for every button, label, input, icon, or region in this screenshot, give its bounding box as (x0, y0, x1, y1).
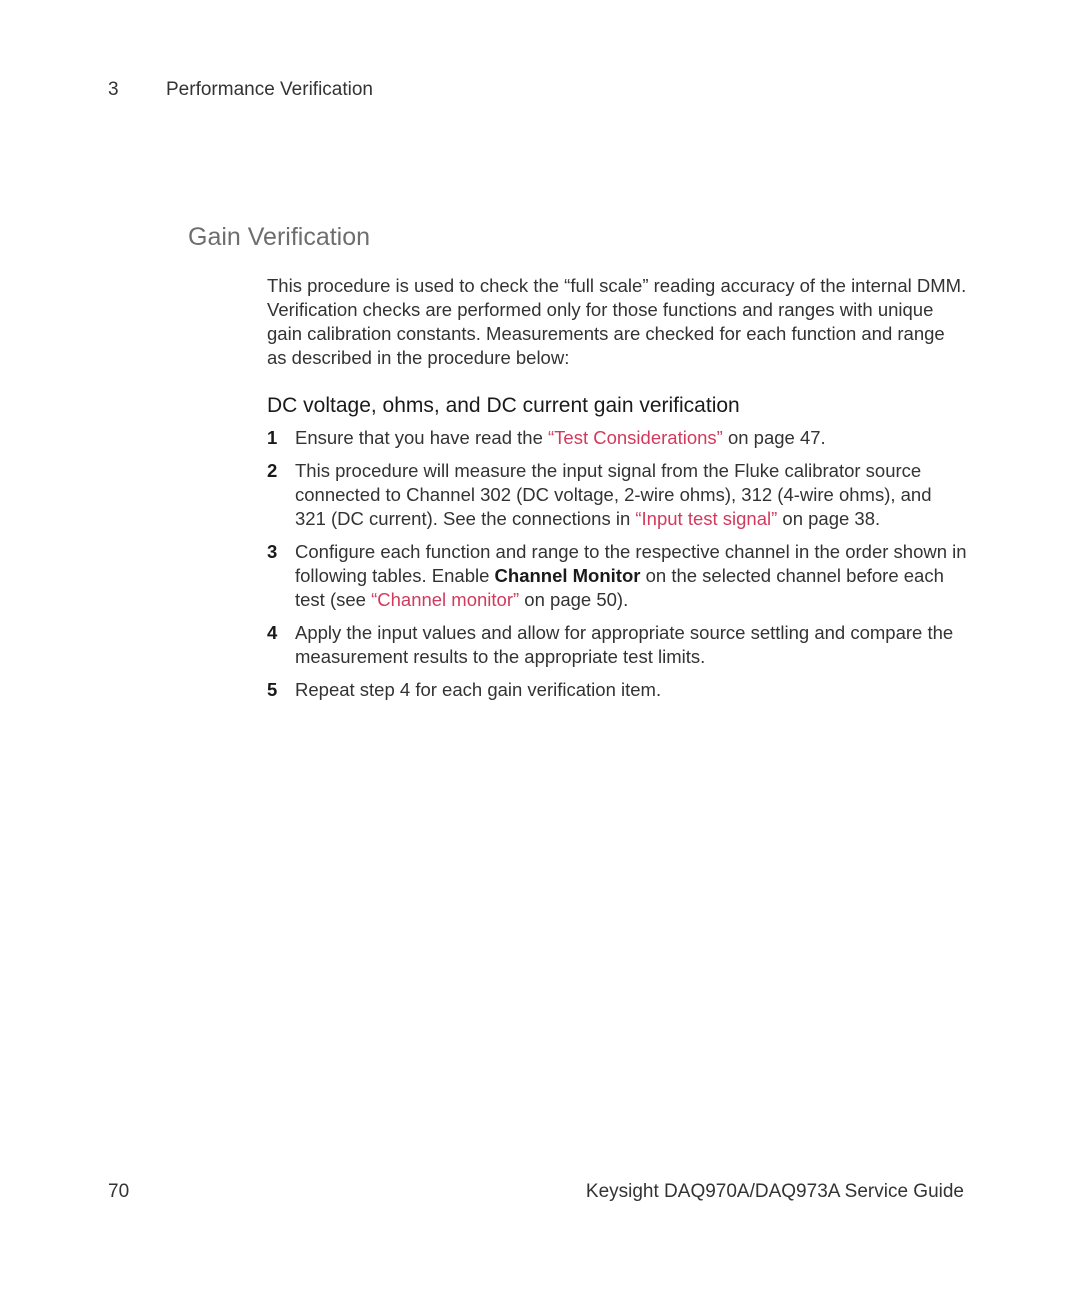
step-text-part: on page 47. (722, 427, 826, 448)
list-item (267, 621, 967, 669)
page-number: 70 (108, 1181, 130, 1202)
step-text (295, 540, 967, 612)
intro-paragraph: This procedure is used to check the “full scale” reading accuracy of the internal DMM. Verification checks are performed only for those functions and ranges with unique gain calibration constants. Measurements are checked for each function and range as described in the procedure below: (267, 275, 967, 368)
step-text: Apply the input values and allow for appropriate source settling and compare the measurement results to the appropriate test limits. (295, 622, 954, 667)
section-content (267, 274, 967, 711)
step-text (295, 459, 967, 531)
section-title: Gain Verification (188, 223, 371, 251)
running-header (108, 79, 373, 101)
chapter-title: Performance Verification (166, 79, 373, 100)
list-item (267, 540, 967, 612)
step-text-part: on page 38. (777, 508, 881, 529)
step-number: 4 (267, 622, 278, 643)
list-item (267, 678, 967, 702)
step-text-part: Configure each function and range to the respective channel in the order shown in following tables. Enable (295, 541, 967, 586)
list-item (267, 459, 967, 531)
cross-reference-link[interactable]: “Channel monitor” (371, 589, 520, 610)
step-text-part: on page 50). (519, 589, 629, 610)
step-number: 2 (267, 460, 278, 481)
procedure-steps (267, 426, 967, 702)
step-number: 1 (267, 427, 278, 448)
step-text (295, 426, 967, 450)
step-text-part: Ensure that you have read the (295, 427, 549, 448)
cross-reference-link[interactable]: “Input test signal” (635, 508, 778, 529)
list-item (267, 426, 967, 450)
chapter-number: 3 (108, 79, 119, 100)
step-text: Repeat step 4 for each gain verification item. (295, 679, 662, 700)
step-number: 3 (267, 541, 278, 562)
step-number: 5 (267, 679, 278, 700)
emphasized-term: Channel Monitor (494, 565, 641, 586)
step-text-part: This procedure will measure the input signal from the Fluke calibrator source connected to Channel 302 (DC voltage, 2-wire ohms), 312 (4-wire ohms), and 321 (DC current). See the connections in (295, 460, 932, 529)
subsection-title: DC voltage, ohms, and DC current gain verification (267, 394, 740, 417)
guide-title: Keysight DAQ970A/DAQ973A Service Guide (585, 1181, 964, 1202)
cross-reference-link[interactable]: “Test Considerations” (548, 427, 723, 448)
step-text-part: on the selected channel before each test (see (295, 565, 944, 610)
